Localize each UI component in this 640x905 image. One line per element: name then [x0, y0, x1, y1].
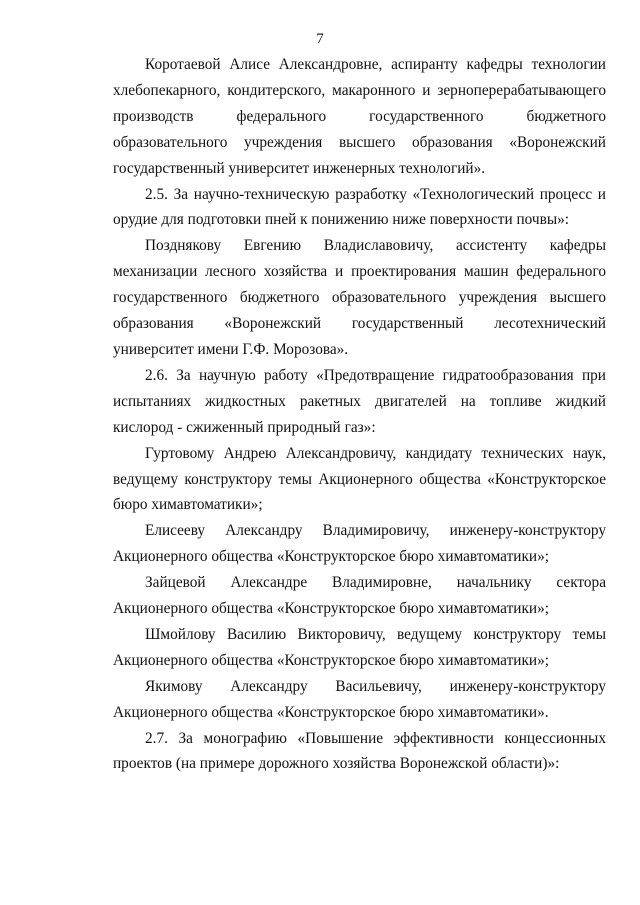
paragraph-yakimov: Якимову Александру Васильевичу, инженеру-конструктору Акционерного общества «Конструкторское бюро химавтоматики». [113, 677, 606, 721]
page-number: 7 [316, 31, 324, 47]
paragraph-korotaeva: Коротаевой Алисе Александровне, аспиранту кафедры технологии хлебопекарного, кондитерского, макаронного и зерноперерабатывающего производств федерального государственного бюджетного образовательного учреждения высшего образования «Воронежский государственный университет инженерных технологий». [113, 56, 606, 177]
paragraph-pozdnyakov: Позднякову Евгению Владиславовичу, ассистенту кафедры механизации лесного хозяйства и проектирования машин федерального государственного бюджетного образовательного учреждения высшего образования «Воронежский государственный лесотехнический университет имени Г.Ф. Морозова». [113, 237, 606, 358]
paragraph-section-2-5: 2.5. За научно-техническую разработку «Технологический процесс и орудие для подготовки пней к понижению ниже поверхности почвы»: [113, 185, 606, 229]
paragraph-section-2-7: 2.7. За монографию «Повышение эффективности концессионных проектов (на примере дорожного хозяйства Воронежской области)»: [113, 729, 606, 773]
paragraph-gurtovoy: Гуртовому Андрею Александровичу, кандидату технических наук, ведущему конструктору темы Акционерного общества «Конструкторское бюро химавтоматики»; [113, 444, 606, 514]
document-body [113, 52, 606, 777]
paragraph-section-2-6: 2.6. За научную работу «Предотвращение гидратообразования при испытаниях жидкостных ракетных двигателей на топливе жидкий кислород - сжиженный природный газ»: [113, 366, 606, 436]
paragraph-eliseev: Елисееву Александру Владимировичу, инженеру-конструктору Акционерного общества «Конструкторское бюро химавтоматики»; [113, 522, 606, 566]
paragraph-shmoylov: Шмойлову Василию Викторовичу, ведущему конструктору темы Акционерного общества «Конструкторское бюро химавтоматики»; [113, 625, 606, 669]
paragraph-zaytseva: Зайцевой Александре Владимировне, начальнику сектора Акционерного общества «Конструкторское бюро химавтоматики»; [113, 574, 606, 618]
